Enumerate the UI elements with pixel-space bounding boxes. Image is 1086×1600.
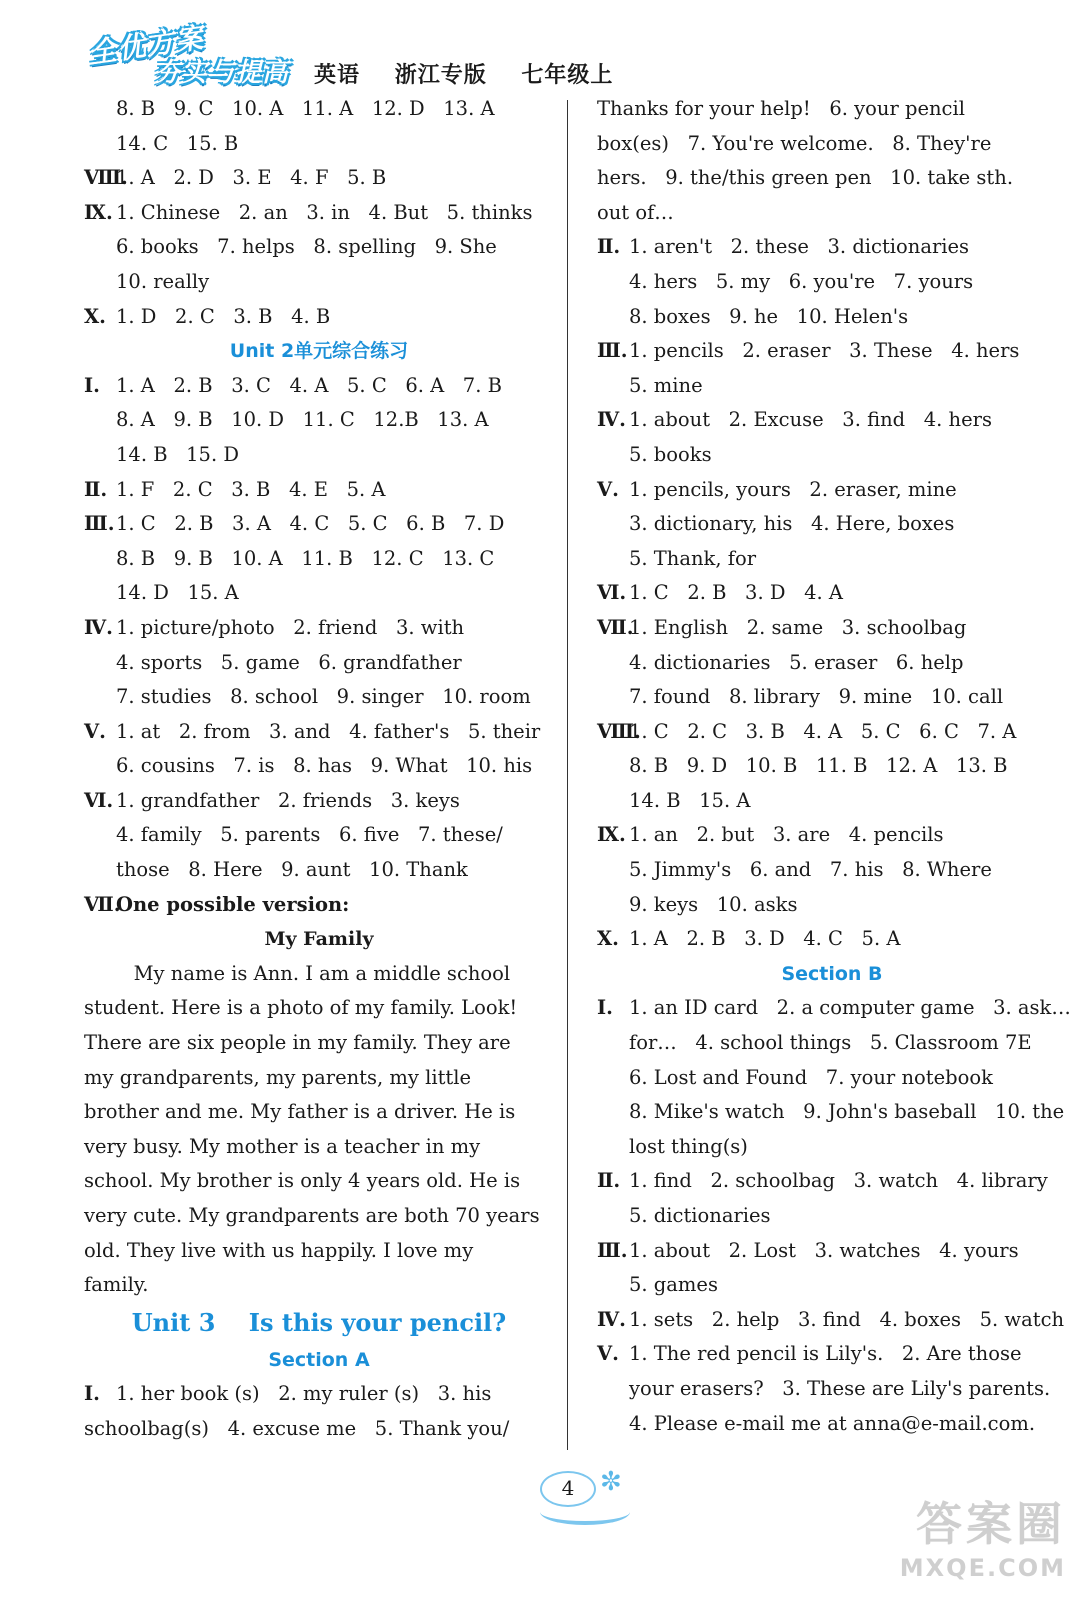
text-line: schoolbag(s) 4. excuse me 5. Thank you/ [84, 1416, 510, 1440]
answer-row: 4. sports 5. game 6. grandfather [116, 650, 462, 674]
answer-row: 5. Jimmy's 6. and 7. his 8. Where [629, 858, 992, 882]
series-logo: 全优方案 夯实与提高 [86, 21, 290, 88]
answer-text: 1. picture/photo 2. friend 3. with [116, 615, 465, 639]
roman-numeral: Ⅸ. [597, 823, 626, 847]
answer-row [84, 715, 554, 750]
answer-row: 7. found 8. library 9. mine 10. call [629, 685, 1004, 709]
roman-numeral: Ⅰ. [597, 996, 613, 1020]
text-line: my grandparents, my parents, my little [84, 1065, 472, 1089]
edition-label: 浙江专版 [394, 63, 487, 88]
answer-text: 1. an ID card 2. a computer game 3. ask… [629, 996, 1071, 1020]
answer-row [84, 300, 554, 335]
roman-numeral: Ⅰ. [84, 1382, 100, 1406]
answer-text: 1. find 2. schoolbag 3. watch 4. library [629, 1169, 1048, 1193]
answer-text: 1. D 2. C 3. B 4. B [116, 304, 331, 328]
roman-numeral: Ⅱ. [597, 1169, 621, 1193]
answer-row: 6. Lost and Found 7. your notebook [629, 1065, 993, 1089]
text-line: student. Here is a photo of my family. Look! [84, 996, 518, 1020]
answer-row [597, 576, 1067, 611]
answer-row: 5. dictionaries [629, 1204, 771, 1227]
answer-text: 1. sets 2. help 3. find 4. boxes 5. watch [629, 1307, 1065, 1331]
answer-row [597, 1234, 1067, 1269]
answer-row: 8. A 9. B 10. D 11. C 12.B 13. A [116, 408, 489, 432]
answer-row: 3. dictionary, his 4. Here, boxes [629, 512, 955, 536]
roman-numeral: Ⅴ. [597, 1342, 619, 1366]
answer-text: 1. an 2. but 3. are 4. pencils [629, 823, 944, 847]
answer-row: 10. really [116, 269, 210, 293]
answer-text: 1. pencils 2. eraser 3. These 4. hers [629, 339, 1020, 363]
answer-text: 1. F 2. C 3. B 4. E 5. A [116, 477, 386, 501]
roman-numeral: Ⅰ. [84, 373, 100, 397]
book-subject [314, 58, 639, 89]
grade-label: 七年级上 [521, 63, 614, 88]
answer-row [597, 922, 1067, 957]
unit-title: Unit 3 Is this your pencil? [131, 1307, 507, 1337]
answer-row [597, 611, 1067, 646]
answer-row [597, 230, 1067, 265]
section-heading: Section B [781, 962, 883, 985]
text-line: My name is Ann. I am a middle school [84, 961, 511, 985]
roman-numeral: Ⅷ. [597, 719, 641, 743]
essay-title: My Family [264, 928, 374, 951]
roman-numeral: Ⅱ. [84, 477, 108, 501]
text-line: brother and me. My father is a driver. He is [84, 1100, 516, 1124]
text-line: hers. 9. the/this green pen 10. take sth. [597, 166, 1014, 190]
wave-decoration [540, 1499, 630, 1525]
roman-numeral: Ⅴ. [84, 719, 106, 743]
roman-numeral: Ⅲ. [597, 1238, 628, 1262]
page-number: 4 [540, 1471, 596, 1507]
answer-text: 1. The red pencil is Lily's. 2. Are those [629, 1342, 1022, 1366]
answer-row [597, 818, 1067, 853]
answer-row [84, 369, 554, 404]
palm-tree-icon: ✼ [600, 1467, 622, 1497]
answer-row: those 8. Here 9. aunt 10. Thank [116, 858, 468, 882]
right-answer-column [597, 92, 1071, 1441]
answer-row: lost thing(s) [629, 1134, 748, 1158]
answer-row [597, 715, 1067, 750]
roman-numeral: Ⅴ. [597, 477, 619, 501]
text-line: box(es) 7. You're welcome. 8. They're [597, 131, 992, 155]
answer-text: 1. C 2. C 3. B 4. A 5. C 6. C 7. A [629, 719, 1017, 743]
answer-text: 1. C 2. B 3. D 4. A [629, 581, 843, 605]
answer-row [84, 196, 554, 231]
answer-text: 1. Chinese 2. an 3. in 4. But 5. thinks [116, 200, 533, 224]
page-header [82, 22, 642, 92]
answer-row: 8. B 9. D 10. B 11. B 12. A 13. B [629, 754, 1008, 778]
watermark: 答案圈 MXQE.COM [899, 1497, 1066, 1582]
roman-numeral: Ⅷ. [84, 166, 128, 190]
column-divider [567, 100, 568, 1450]
answer-row [597, 1303, 1067, 1338]
answer-text: 1. about 2. Excuse 3. find 4. hers [629, 408, 992, 432]
answer-row: 9. keys 10. asks [629, 892, 798, 916]
answer-text: 1. A 2. B 3. C 4. A 5. C 6. A 7. B [116, 373, 502, 397]
answer-row [597, 403, 1067, 438]
answer-row: 14. C 15. B [116, 131, 239, 155]
section-heading: Unit 2单元综合练习 [229, 340, 409, 363]
answer-row: 6. books 7. helps 8. spelling 9. She [116, 235, 497, 259]
answer-text: 1. at 2. from 3. and 4. father's 5. their [116, 719, 541, 743]
roman-numeral: Ⅳ. [597, 1307, 626, 1331]
answer-row: 4. dictionaries 5. eraser 6. help [629, 650, 964, 674]
text-line: school. My brother is only 4 years old. He is [84, 1169, 521, 1193]
answer-row: 14. B 15. A [629, 788, 751, 812]
answer-row [84, 507, 554, 542]
answer-row [84, 611, 554, 646]
answer-row: your erasers? 3. These are Lily's parents. [629, 1376, 1051, 1400]
answer-row: for… 4. school things 5. Classroom 7E [629, 1031, 1032, 1055]
answer-row: 7. studies 8. school 9. singer 10. room [116, 685, 531, 709]
roman-numeral: Ⅵ. [597, 581, 627, 605]
answer-row [597, 991, 1071, 1026]
answer-text: 1. English 2. same 3. schoolbag [629, 615, 967, 639]
roman-numeral: Ⅶ. [597, 615, 634, 639]
subject-label: 英语 [314, 63, 361, 88]
answer-row [597, 1337, 1067, 1372]
section-heading: Section A [268, 1348, 370, 1371]
answer-text: 1. aren't 2. these 3. dictionaries [629, 235, 970, 259]
text-line: very busy. My mother is a teacher in my [84, 1134, 481, 1158]
answer-text: 1. about 2. Lost 3. watches 4. yours [629, 1238, 1019, 1262]
answer-row: 4. Please e-mail me at anna@e-mail.com. [629, 1411, 1036, 1435]
answer-text: 1. pencils, yours 2. eraser, mine [629, 477, 957, 501]
roman-numeral: Ⅲ. [597, 339, 628, 363]
roman-numeral: Ⅹ. [597, 927, 619, 951]
answer-row: 5. mine [629, 373, 703, 397]
answer-text: 1. A 2. B 3. D 4. C 5. A [629, 927, 901, 951]
answer-row: 8. Mike's watch 9. John's baseball 10. the [629, 1100, 1065, 1124]
answer-row: 8. B 9. C 10. A 11. A 12. D 13. A [116, 97, 495, 120]
text-line: out of… [597, 200, 674, 224]
answer-text: 1. her book (s) 2. my ruler (s) 3. his [116, 1382, 492, 1406]
answer-row: 5. books [629, 442, 712, 466]
roman-numeral: Ⅶ. [84, 892, 121, 916]
answer-text: 1. A 2. D 3. E 4. F 5. B [116, 166, 387, 190]
answer-row: 5. Thank, for [629, 546, 757, 570]
answer-row [84, 473, 554, 508]
roman-numeral: Ⅹ. [84, 304, 106, 328]
roman-numeral: Ⅸ. [84, 200, 113, 224]
answer-row: 5. games [629, 1273, 718, 1297]
roman-numeral: Ⅲ. [84, 512, 115, 536]
text-line: Thanks for your help! 6. your pencil [597, 97, 965, 120]
answer-row: 4. family 5. parents 6. five 7. these/ [116, 823, 503, 847]
answer-row [597, 1164, 1067, 1199]
text-line: very cute. My grandparents are both 70 years [84, 1204, 540, 1227]
answer-row: 4. hers 5. my 6. you're 7. yours [629, 269, 974, 293]
answer-row [84, 888, 554, 923]
answer-row: 8. boxes 9. he 10. Helen's [629, 304, 909, 328]
page-footer [540, 1465, 640, 1525]
answer-row: 8. B 9. B 10. A 11. B 12. C 13. C [116, 546, 495, 570]
answer-row [84, 1377, 554, 1412]
answer-row: 14. B 15. D [116, 442, 239, 466]
answer-text: 1. grandfather 2. friends 3. keys [116, 788, 460, 812]
roman-numeral: Ⅳ. [84, 615, 113, 639]
answer-text: One possible version: [116, 892, 350, 916]
answer-row [84, 161, 554, 196]
answer-row: 6. cousins 7. is 8. has 9. What 10. his [116, 754, 533, 778]
answer-row: 14. D 15. A [116, 581, 239, 605]
roman-numeral: Ⅵ. [84, 788, 114, 812]
text-line: old. They live with us happily. I love my [84, 1238, 474, 1262]
text-line: There are six people in my family. They are [84, 1031, 511, 1055]
answer-row [597, 473, 1067, 508]
answer-text: 1. C 2. B 3. A 4. C 5. C 6. B 7. D [116, 512, 505, 536]
answer-row [84, 784, 554, 819]
roman-numeral: Ⅱ. [597, 235, 621, 259]
text-line: family. [84, 1273, 149, 1297]
answer-row [597, 334, 1067, 369]
left-answer-column [84, 92, 554, 1447]
roman-numeral: Ⅳ. [597, 408, 626, 432]
